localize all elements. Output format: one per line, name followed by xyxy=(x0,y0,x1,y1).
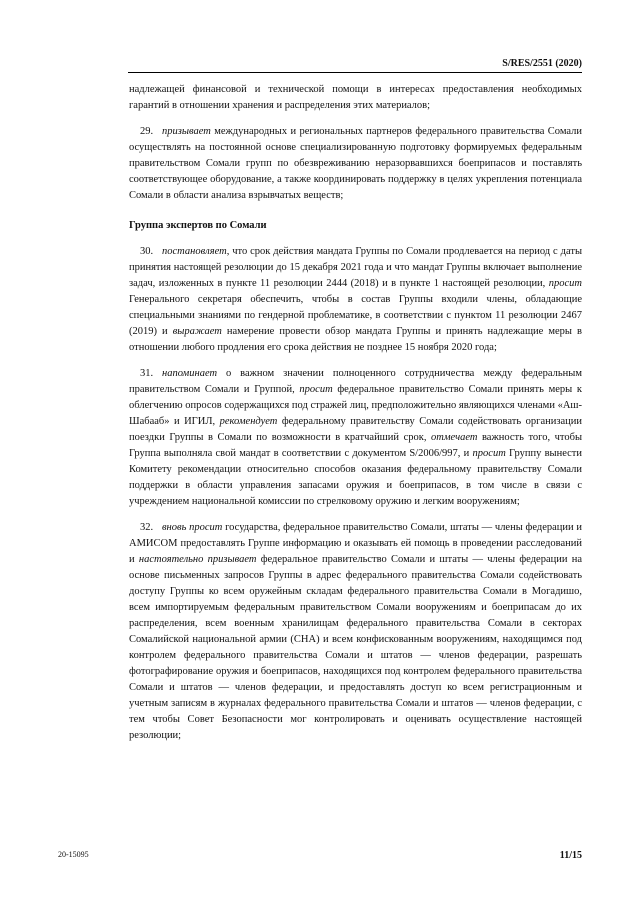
paragraph-30 xyxy=(129,244,582,356)
operative-verb: просит xyxy=(299,384,333,395)
header-rule xyxy=(128,72,582,73)
paragraph-text: намерение провести обзор мандата Группы и принять надлежащие меры в отношении любого продления его срока действия не позднее 15 ноября 2020 года; xyxy=(129,326,582,353)
operative-verb: просит xyxy=(548,278,582,289)
document-symbol: S/RES/2551 (2020) xyxy=(502,58,582,69)
paragraph-31 xyxy=(129,366,582,510)
page-number: 11/15 xyxy=(559,850,582,861)
operative-verb: отмечает xyxy=(431,432,478,443)
paragraph-number: 30. xyxy=(140,246,154,257)
paragraph-text: , что срок действия мандата Группы по Сомали продлевается на период с даты принятия настоящей резолюции до 15 декабря 2021 года и что мандат Группы включает выполнение задач, изложенных в пункте 11 резолюции 2444 (2018) и в пункте 1 настоящей резолюции, xyxy=(129,246,582,289)
operative-verb: вновь просит xyxy=(162,522,223,533)
paragraph-text: федеральному правительству Сомали содействовать организации поездки Группы в Сомали по возможности в кратчайший срок, xyxy=(129,416,583,443)
operative-verb: настоятельно призывает xyxy=(138,554,257,565)
paragraph-29 xyxy=(129,124,582,204)
document-code: 20-15095 xyxy=(58,850,89,859)
paragraph-continuation: надлежащей финансовой и технической помощи в интересах предоставления необходимых гарантий в отношении хранения и распределения этих материалов; xyxy=(129,84,582,111)
section-heading: Группа экспертов по Сомали xyxy=(129,220,267,231)
paragraph-32 xyxy=(129,520,582,744)
document-body xyxy=(129,82,582,754)
paragraph-text: о важном значении полноценного сотрудничества между федеральным правительством Сомали и Группой, xyxy=(129,368,582,395)
paragraph-text: федеральное правительство Сомали и штаты — члены федерации на основе письменных запросов Группы в адрес федерального правительства Сомали содействовать доступу Группы ко всем оружейным складам федерального правительства Сомали в Могадишо, всем импортируемым федеральным правительством Сомали вооружениям и боеприпасам до их распределения, всем военным хранилищам федерального правительства Сомали в секторах Сомалийской национальной армии (СНА) и всем конфискованным вооружениям, находящимся под контролем федерального правительства Сомали и штатов — членов федерации, разрешать фотографирование оружия и боеприпасов, находящихся под контролем федерального правительства Сомали и штатов — членов федерации, и предоставлять доступ ко всем регистрационным и учетным записям в журналах федерального правительства Сомали и штатов — членов федерации, с тем чтобы Совет Безопасности мог контролировать и оценивать осуществление настоящей резолюции; xyxy=(129,554,582,741)
operative-verb: рекомендует xyxy=(219,416,278,427)
paragraph-text: Генерального секретаря обеспечить, чтобы в состав Группы входили члены, обладающие специальными знаниями по гендерной проблематике, в соответствии с пунктом 11 резолюции 2467 (2019) и xyxy=(129,294,582,337)
paragraph-number: 32. xyxy=(140,522,154,533)
paragraph-number: 31. xyxy=(140,368,154,379)
operative-verb: призывает xyxy=(162,126,211,137)
paragraph-text: Группу вынести Комитету рекомендации относительно способов оказания федеральному правительству Сомали поддержки в области управления запасами оружия и боеприпасов, в том числе в связи с учреждением национальной комиссии по стрелковому оружию и легким вооружениям; xyxy=(129,448,582,507)
operative-verb: выражает xyxy=(172,326,222,337)
paragraph-text: международных и региональных партнеров федерального правительства Сомали осуществлять на постоянной основе специализированную подготовку формируемых федеральным правительством Сомали групп по обезвреживанию неразорвавшихся боеприпасов и поставлять соответствующее оборудование, а также координировать поддержку в целях укрепления потенциала Сомали в области анализа взрывчатых веществ; xyxy=(129,126,582,201)
paragraph-text: важность того, чтобы Группа выполняла свой мандат в соответствии с документом S/2006/997, и xyxy=(129,432,583,459)
paragraph-number: 29. xyxy=(140,126,154,137)
operative-verb: просит xyxy=(472,448,506,459)
paragraph-text: государства, федеральное правительство Сомали, штаты — члены федерации и АМИСОМ предоставлять Группе информацию и оказывать ей помощь в проведении расследований и xyxy=(129,522,582,565)
paragraph-text: федеральное правительство Сомали принять меры к облегчению опросов содержащихся под стражей лиц, предположительно являющихся членами «Аш-Шабааб» и ИГИЛ, xyxy=(129,384,582,427)
operative-verb: постановляет xyxy=(162,246,227,257)
operative-verb: напоминает xyxy=(162,368,218,379)
